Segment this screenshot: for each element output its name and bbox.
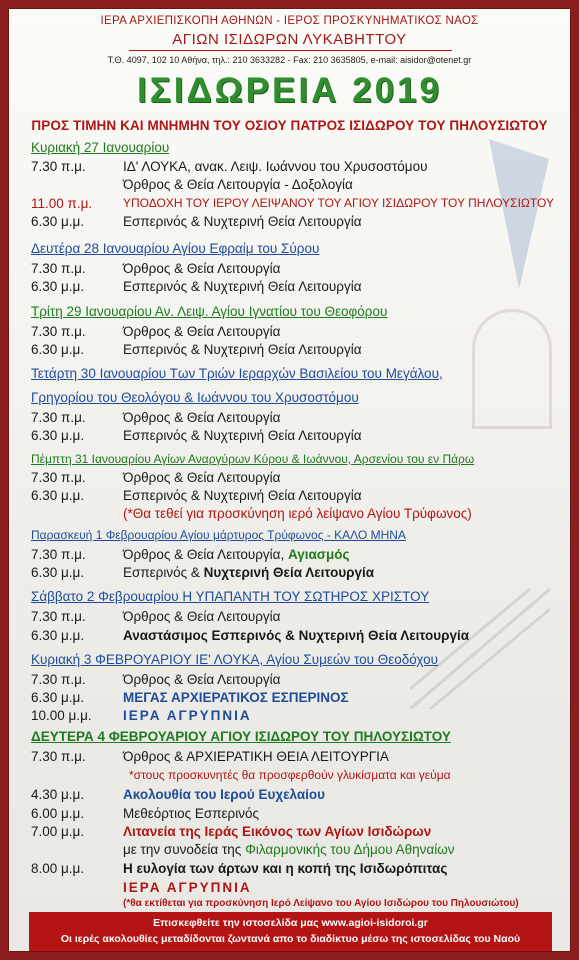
day-heading: Πέμπτη 31 Ιανουαρίου Αγίων Αναργύρων Κύρου & Ιωάννου, Αρσενίου του εν Πάρω	[31, 452, 475, 466]
schedule-note: (*Θα τεθεί για προσκύνηση ιερό λείψανο Αγίου Τρύφωνος)	[123, 506, 472, 521]
day-heading: Σάββατο 2 Φεβρουαρίου Η ΥΠΑΠΑΝΤΗ ΤΟΥ ΣΩΤΗΡΟΣ ΧΡΙΣΤΟΥ	[31, 589, 430, 604]
footer-broadcast-note: Οι ιερές ακολουθίες μεταδίδονται ζωντανά απο το διαδίκτυο μέσω της ιστοσελίδας του Ναού	[60, 933, 521, 945]
header-line-1: ΙΕΡΑ ΑΡΧΙΕΠΙΣΚΟΠΗ ΑΘΗΝΩΝ - ΙΕΡΟΣ ΠΡΟΣΚΥΝΗΜΑΤΙΚΟΣ ΝΑΟΣ	[100, 15, 479, 27]
day-heading: Τετάρτη 30 Ιανουαρίου Των Τριών Ιεραρχών Βασιλείου του Μεγάλου,	[31, 366, 443, 381]
page-title: ΙΣΙΔΩΡΕΙΑ 2019	[137, 71, 442, 110]
schedule-row: 6.30 μ.μ. Εσπερινός & Νυχτερινή Θεία Λειτουργία	[31, 214, 362, 229]
schedule-row: Όρθρος & Θεία Λειτουργία - Δοξολογία	[123, 177, 353, 192]
schedule-row: 8.00 μ.μ. Η ευλογία των άρτων και η κοπή της Ισιδωρόπιτας	[31, 861, 448, 876]
day-heading: Τρίτη 29 Ιανουαρίου Αν. Λειψ. Αγίου Ιγνατίου του Θεοφόρου	[31, 304, 388, 319]
schedule-row: 6.30 μ.μ. Εσπερινός & Νυχτερινή Θεία Λειτουργία	[31, 488, 362, 503]
page-subtitle: ΠΡΟΣ ΤΙΜΗΝ ΚΑΙ ΜΝΗΜΗΝ ΤΟΥ ΟΣΙΟΥ ΠΑΤΡΟΣ ΙΣΙΔΩΡΟΥ ΤΟΥ ΠΗΛΟΥΣΙΩΤΟΥ	[31, 118, 548, 133]
schedule-row: 7.30 π.μ. Όρθρος & Θεία Λειτουργία	[31, 261, 281, 276]
day-heading: ΔΕΥΤΕΡΑ 4 ΦΕΒΡΟΥΑΡΙΟΥ ΑΓΙΟΥ ΙΣΙΔΩΡΟΥ ΤΟΥ ΠΗΛΟΥΣΙΩΤΟΥ	[31, 729, 451, 744]
schedule-row: 7.30 π.μ. Όρθρος & Θεία Λειτουργία	[31, 410, 281, 425]
day-heading: Κυριακή 3 ΦΕΒΡΟΥΑΡΙΟΥ ΙΕ' ΛΟΥΚΑ, Αγίου Συμεών του Θεοδόχου	[31, 652, 439, 667]
header-divider	[129, 50, 452, 51]
schedule-row: ΙΕΡΑ ΑΓΡΥΠΝΙΑ	[123, 880, 252, 895]
schedule-note: *στους προσκυνητές θα προσφερθούν γλυκίσματα και γεύμα	[129, 768, 451, 782]
schedule-row: 6.00 μ.μ. Μεθεόρτιος Εσπερινός	[31, 806, 259, 821]
schedule-row: 6.30 μ.μ. Αναστάσιμος Εσπερινός & Νυχτερινή Θεία Λειτουργία	[31, 628, 470, 643]
schedule-row: 7.30 π.μ. Όρθρος & Θεία Λειτουργία	[31, 470, 281, 485]
schedule-row: 7.30 π.μ. ΙΔ' ΛΟΥΚΑ, ανακ. Λειψ. Ιωάννου του Χρυσοστόμου	[31, 159, 428, 174]
schedule-row: 7.30 π.μ. Όρθρος & Θεία Λειτουργία	[31, 324, 281, 339]
schedule-row: 10.00 μ.μ. ΙΕΡΑ ΑΓΡΥΠΝΙΑ	[31, 708, 252, 723]
day-heading-continued: Γρηγορίου του Θεολόγου & Ιωάννου του Χρυσοστόμου	[31, 390, 359, 405]
footer-website[interactable]: Επισκεφθείτε την ιστοσελίδα μας www.agioi-isidoroi.gr	[153, 917, 428, 929]
schedule-row: 4.30 μ.μ. Ακολουθία του Ιερού Ευχελαίου	[31, 787, 326, 802]
day-heading: Παρασκευή 1 Φεβρουαρίου Αγίου μάρτυρος Τρύφωνος - ΚΑΛΟ ΜΗΝΑ	[31, 528, 406, 542]
footer-banner	[29, 912, 552, 952]
schedule-note: (*θα εκτίθεται για προσκύνηση Ιερό Λείψανο του Αγίου Ισιδώρου του Πηλουσιώτου)	[123, 898, 519, 909]
header-contact: Τ.Θ. 4097, 102 10 Αθήνα, τηλ.: 210 3633282 - Fax: 210 3635805, e-mail: aisidor@otenet.gr	[107, 55, 472, 65]
schedule-row: 6.30 μ.μ. Εσπερινός & Νυχτερινή Θεία Λειτουργία	[31, 428, 362, 443]
schedule-row: με την συνοδεία της Φιλαρμονικής του Δήμου Αθηναίων	[123, 842, 455, 857]
day-heading: Κυριακή 27 Ιανουαρίου	[31, 140, 170, 155]
schedule-row: 6.30 μ.μ. Εσπερινός & Νυχτερινή Θεία Λειτουργία	[31, 279, 362, 294]
schedule-row: 7.30 π.μ. Όρθρος & ΑΡΧΙΕΡΑΤΙΚΗ ΘΕΙΑ ΛΕΙΤΟΥΡΓΙΑ	[31, 749, 389, 764]
poster	[8, 8, 571, 952]
schedule-row: 11.00 π.μ. ΥΠΟΔΟΧΗ ΤΟΥ ΙΕΡΟΥ ΛΕΙΨΑΝΟΥ ΤΟΥ ΑΓΙΟΥ ΙΣΙΔΩΡΟΥ ΤΟΥ ΠΗΛΟΥΣΙΩΤΟΥ	[31, 196, 554, 211]
schedule-row: 7.30 π.μ. Όρθρος & Θεία Λειτουργία, Αγιασμός	[31, 547, 350, 562]
schedule-row: 7.30 π.μ. Όρθρος & Θεία Λειτουργία	[31, 609, 281, 624]
schedule-row: 6.30 μ.μ. Εσπερινός & Νυχτερινή Θεία Λειτουργία	[31, 342, 362, 357]
schedule-row: 6.30 μ.μ. ΜΕΓΑΣ ΑΡΧΙΕΡΑΤΙΚΟΣ ΕΣΠΕΡΙΝΟΣ	[31, 690, 349, 705]
schedule-row: 7.00 μ.μ. Λιτανεία της Ιεράς Εικόνος των Αγίων Ισιδώρων	[31, 824, 432, 839]
schedule-row: 7.30 π.μ. Όρθρος & Θεία Λειτουργία	[31, 672, 281, 687]
header-church-name: ΑΓΙΩΝ ΙΣΙΔΩΡΩΝ ΛΥΚΑΒΗΤΤΟΥ	[172, 31, 407, 48]
day-heading: Δευτέρα 28 Ιανουαρίου Αγίου Εφραίμ του Σύρου	[31, 241, 320, 256]
schedule-row: 6.30 μ.μ. Εσπερινός & Νυχτερινή Θεία Λειτουργία	[31, 565, 375, 580]
